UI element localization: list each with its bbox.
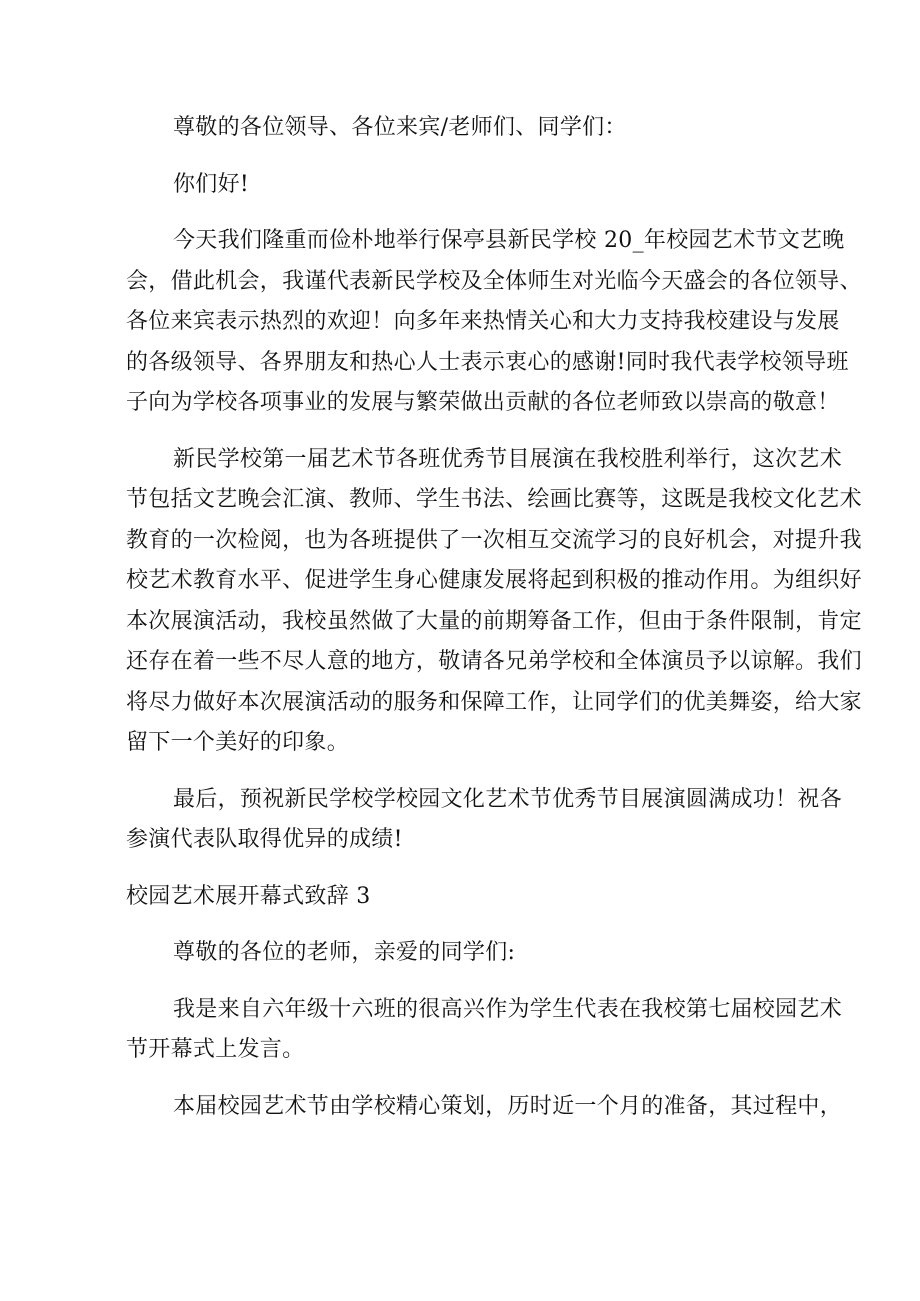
- paragraph-3-line-1: 最后，预祝新民学校学校园文化艺术节优秀节目展演圆满成功！祝各: [173, 786, 843, 812]
- paragraph-5-line-1: 本届校园艺术节由学校精心策划，历时近一个月的准备，其过程中，: [173, 1093, 843, 1119]
- section-salutation: 尊敬的各位的老师，亲爱的同学们:: [173, 940, 516, 965]
- document-body: [126, 108, 862, 1127]
- paragraph-2-line-5: 本次展演活动，我校虽然做了大量的前期筹备工作，但由于条件限制，肯定: [126, 608, 862, 634]
- greeting-line: 你们好!: [173, 171, 250, 197]
- paragraph-3-line-2: 参演代表队取得优异的成绩!: [126, 827, 403, 852]
- paragraph-1-line-2: 会，借此机会，我谨代表新民学校及全体师生对光临今天盛会的各位领导、: [126, 268, 862, 294]
- paragraph-2-line-7: 将尽力做好本次展演活动的服务和保障工作，让同学们的优美舞姿，给大家: [126, 689, 862, 715]
- paragraph-2-line-8: 留下一个美好的印象。: [126, 730, 350, 755]
- paragraph-4-line-1: 我是来自六年级十六班的很高兴作为学生代表在我校第七届校园艺术: [173, 996, 843, 1022]
- paragraph-2-line-6: 还存在着一些不尽人意的地方，敬请各兄弟学校和全体演员予以谅解。我们: [126, 649, 862, 674]
- paragraph-2-line-2: 节包括文艺晚会汇演、教师、学生书法、绘画比赛等，这既是我校文化艺术: [126, 487, 862, 512]
- paragraph-2-line-4: 校艺术教育水平、促进学生身心健康发展将起到积极的推动作用。为组织好: [126, 568, 862, 593]
- paragraph-1-line-5: 子向为学校各项事业的发展与繁荣做出贡献的各位老师致以崇高的敬意！: [126, 390, 840, 415]
- paragraph-1-line-1: 今天我们隆重而俭朴地举行保亭县新民学校 20_年校园艺术节文艺晚: [173, 228, 845, 253]
- paragraph-2-line-1: 新民学校第一届艺术节各班优秀节目展演在我校胜利举行，这次艺术: [173, 446, 843, 472]
- paragraph-1-line-4: 的各级领导、各界朋友和热心人士表示衷心的感谢!同时我代表学校领导班: [126, 349, 849, 375]
- section-heading: 校园艺术展开幕式致辞 3: [126, 883, 371, 909]
- salutation-line: 尊敬的各位领导、各位来宾/老师们、同学们：: [173, 115, 627, 140]
- paragraph-1-line-3: 各位来宾表示热烈的欢迎！向多年来热情关心和大力支持我校建设与发展: [126, 309, 840, 334]
- paragraph-4-line-2: 节开幕式上发言。: [126, 1037, 305, 1062]
- paragraph-2-line-3: 教育的一次检阅，也为各班提供了一次相互交流学习的良好机会，对提升我: [126, 527, 862, 553]
